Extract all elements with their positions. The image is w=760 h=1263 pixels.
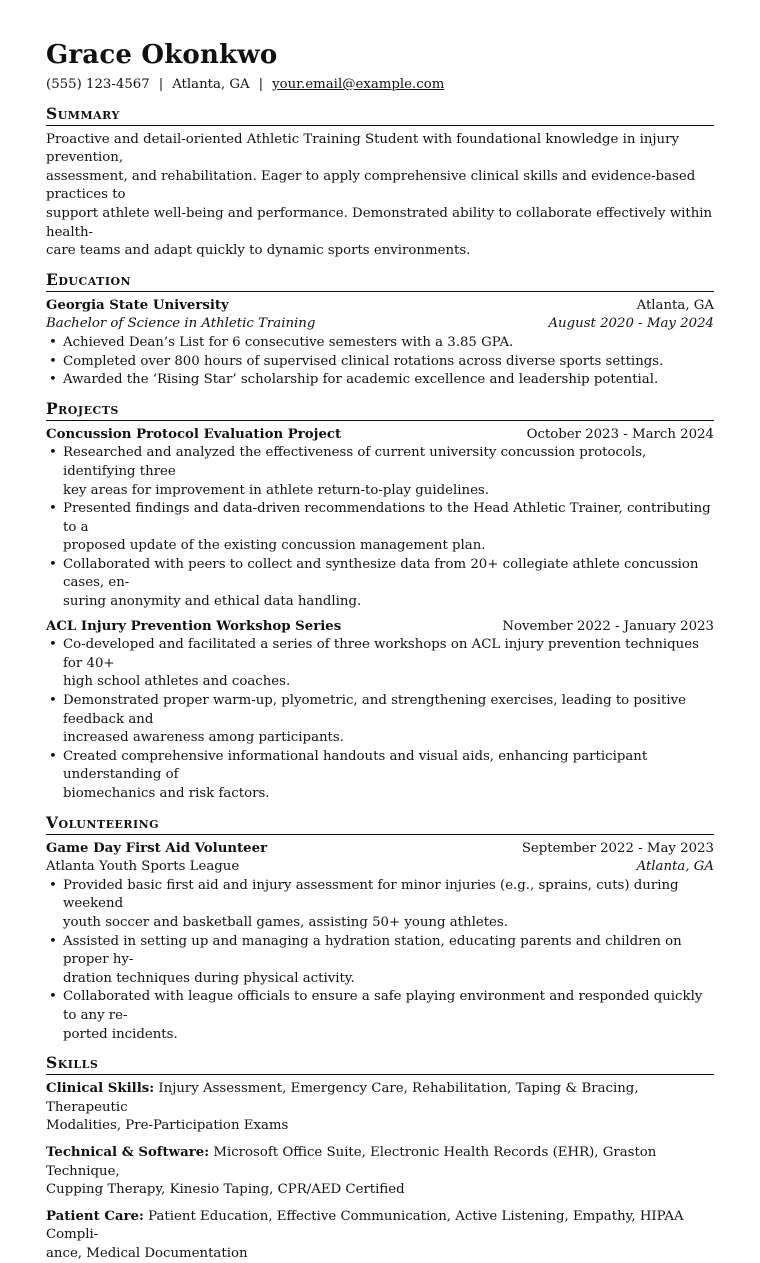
project-name: Concussion Protocol Evaluation Project bbox=[46, 426, 342, 442]
skill-values: Modalities, Pre-Participation Exams bbox=[46, 1118, 289, 1134]
volunteer-dates: September 2022 - May 2023 bbox=[521, 840, 714, 856]
email-link[interactable]: your.email@example.com bbox=[272, 77, 445, 92]
section-title-volunteering: Volunteering bbox=[46, 813, 714, 835]
school-name: Georgia State University bbox=[46, 297, 229, 313]
list-item: • Co-developed and facilitated a series of three workshops on ACL injury prevention techniques for 40+ high school athletes and coaches. bbox=[46, 636, 714, 692]
volunteer-org: Atlanta Youth Sports League bbox=[46, 859, 240, 875]
skill-label: Clinical Skills: bbox=[46, 1081, 155, 1097]
list-item: • Provided basic first aid and injury assessment for minor injuries (e.g., sprains, cuts) during weekend youth soccer and basketball games, assisting 50+ young athletes. bbox=[46, 877, 714, 933]
summary-line: assessment, and rehabilitation. Eager to apply comprehensive clinical skills and evidence-based practices to bbox=[46, 168, 696, 203]
contact-line bbox=[46, 76, 714, 95]
candidate-name: Grace Okonkwo bbox=[46, 40, 278, 70]
section-title-projects: Projects bbox=[46, 399, 714, 421]
summary-line: care teams and adapt quickly to dynamic sports environments. bbox=[46, 243, 471, 259]
project-entry bbox=[46, 618, 714, 804]
summary-line: support athlete well-being and performance. Demonstrated ability to collaborate effectively within health- bbox=[46, 205, 713, 240]
phone: (555) 123-4567 bbox=[46, 77, 150, 92]
project-bullets bbox=[46, 636, 714, 803]
list-item: • Collaborated with league officials to ensure a safe playing environment and responded quickly to any re- ported incidents. bbox=[46, 988, 714, 1044]
list-item: • Demonstrated proper warm-up, plyometric, and strengthening exercises, leading to positive feedback and increased awareness among participants. bbox=[46, 692, 714, 748]
volunteer-entry bbox=[46, 840, 714, 1045]
list-item: • Created comprehensive informational handouts and visual aids, enhancing participant understanding of biomechanics and risk factors. bbox=[46, 748, 714, 804]
list-item: • Researched and analyzed the effectiveness of current university concussion protocols, identifying three key areas for improvement in athlete return-to-play guidelines. bbox=[46, 444, 714, 500]
skill-values: Cupping Therapy, Kinesio Taping, CPR/AED Certified bbox=[46, 1182, 405, 1198]
skill-label: Patient Care: bbox=[46, 1208, 144, 1224]
project-bullets bbox=[46, 444, 714, 611]
list-item: • Collaborated with peers to collect and synthesize data from 20+ collegiate athlete concussion cases, en- suring anonymity and ethical data handling. bbox=[46, 556, 714, 612]
skill-values: Patient Education, Effective Communication, Active Listening, Empathy, HIPAA Compli- bbox=[46, 1208, 684, 1243]
project-dates: October 2023 - March 2024 bbox=[526, 426, 714, 442]
project-name: ACL Injury Prevention Workshop Series bbox=[46, 618, 342, 634]
section-title-summary: Summary bbox=[46, 104, 714, 126]
list-item: • Achieved Dean’s List for 6 consecutive semesters with a 3.85 GPA. bbox=[46, 334, 714, 353]
skill-values: Injury Assessment, Emergency Care, Rehabilitation, Taping & Bracing, Therapeutic bbox=[46, 1081, 639, 1115]
education-bullets bbox=[46, 334, 714, 390]
education-entry bbox=[46, 297, 714, 390]
school-location: Atlanta, GA bbox=[636, 297, 714, 313]
volunteer-bullets bbox=[46, 877, 714, 1044]
skill-group bbox=[46, 1080, 714, 1136]
section-title-skills: Skills bbox=[46, 1053, 714, 1075]
list-item: • Completed over 800 hours of supervised clinical rotations across diverse sports settings. bbox=[46, 353, 714, 372]
degree: Bachelor of Science in Athletic Training bbox=[46, 316, 316, 332]
skill-group bbox=[46, 1144, 714, 1200]
list-item: • Awarded the ‘Rising Star’ scholarship for academic excellence and leadership potential. bbox=[46, 371, 714, 390]
location: Atlanta, GA bbox=[172, 77, 250, 92]
skill-label: Technical & Software: bbox=[46, 1144, 210, 1160]
skill-group bbox=[46, 1208, 714, 1263]
skill-values: Microsoft Office Suite, Electronic Health Records (EHR), Graston Technique, bbox=[46, 1144, 657, 1179]
section-title-education: Education bbox=[46, 270, 714, 292]
separator: | bbox=[158, 77, 164, 92]
separator: | bbox=[258, 77, 264, 92]
list-item: • Assisted in setting up and managing a hydration station, educating parents and children on proper hy- dration techniques during physical activity. bbox=[46, 933, 714, 989]
education-dates: August 2020 - May 2024 bbox=[548, 316, 714, 332]
summary-text bbox=[46, 131, 714, 261]
volunteer-role: Game Day First Aid Volunteer bbox=[46, 840, 268, 856]
volunteer-location: Atlanta, GA bbox=[636, 859, 714, 875]
list-item: • Presented findings and data-driven recommendations to the Head Athletic Trainer, contributing to a proposed update of the existing concussion management plan. bbox=[46, 500, 714, 556]
project-entry bbox=[46, 426, 714, 612]
project-dates: November 2022 - January 2023 bbox=[502, 618, 714, 634]
skill-values: ance, Medical Documentation bbox=[46, 1245, 248, 1261]
summary-line: Proactive and detail-oriented Athletic Training Student with foundational knowledge in injury prevention, bbox=[46, 131, 679, 166]
